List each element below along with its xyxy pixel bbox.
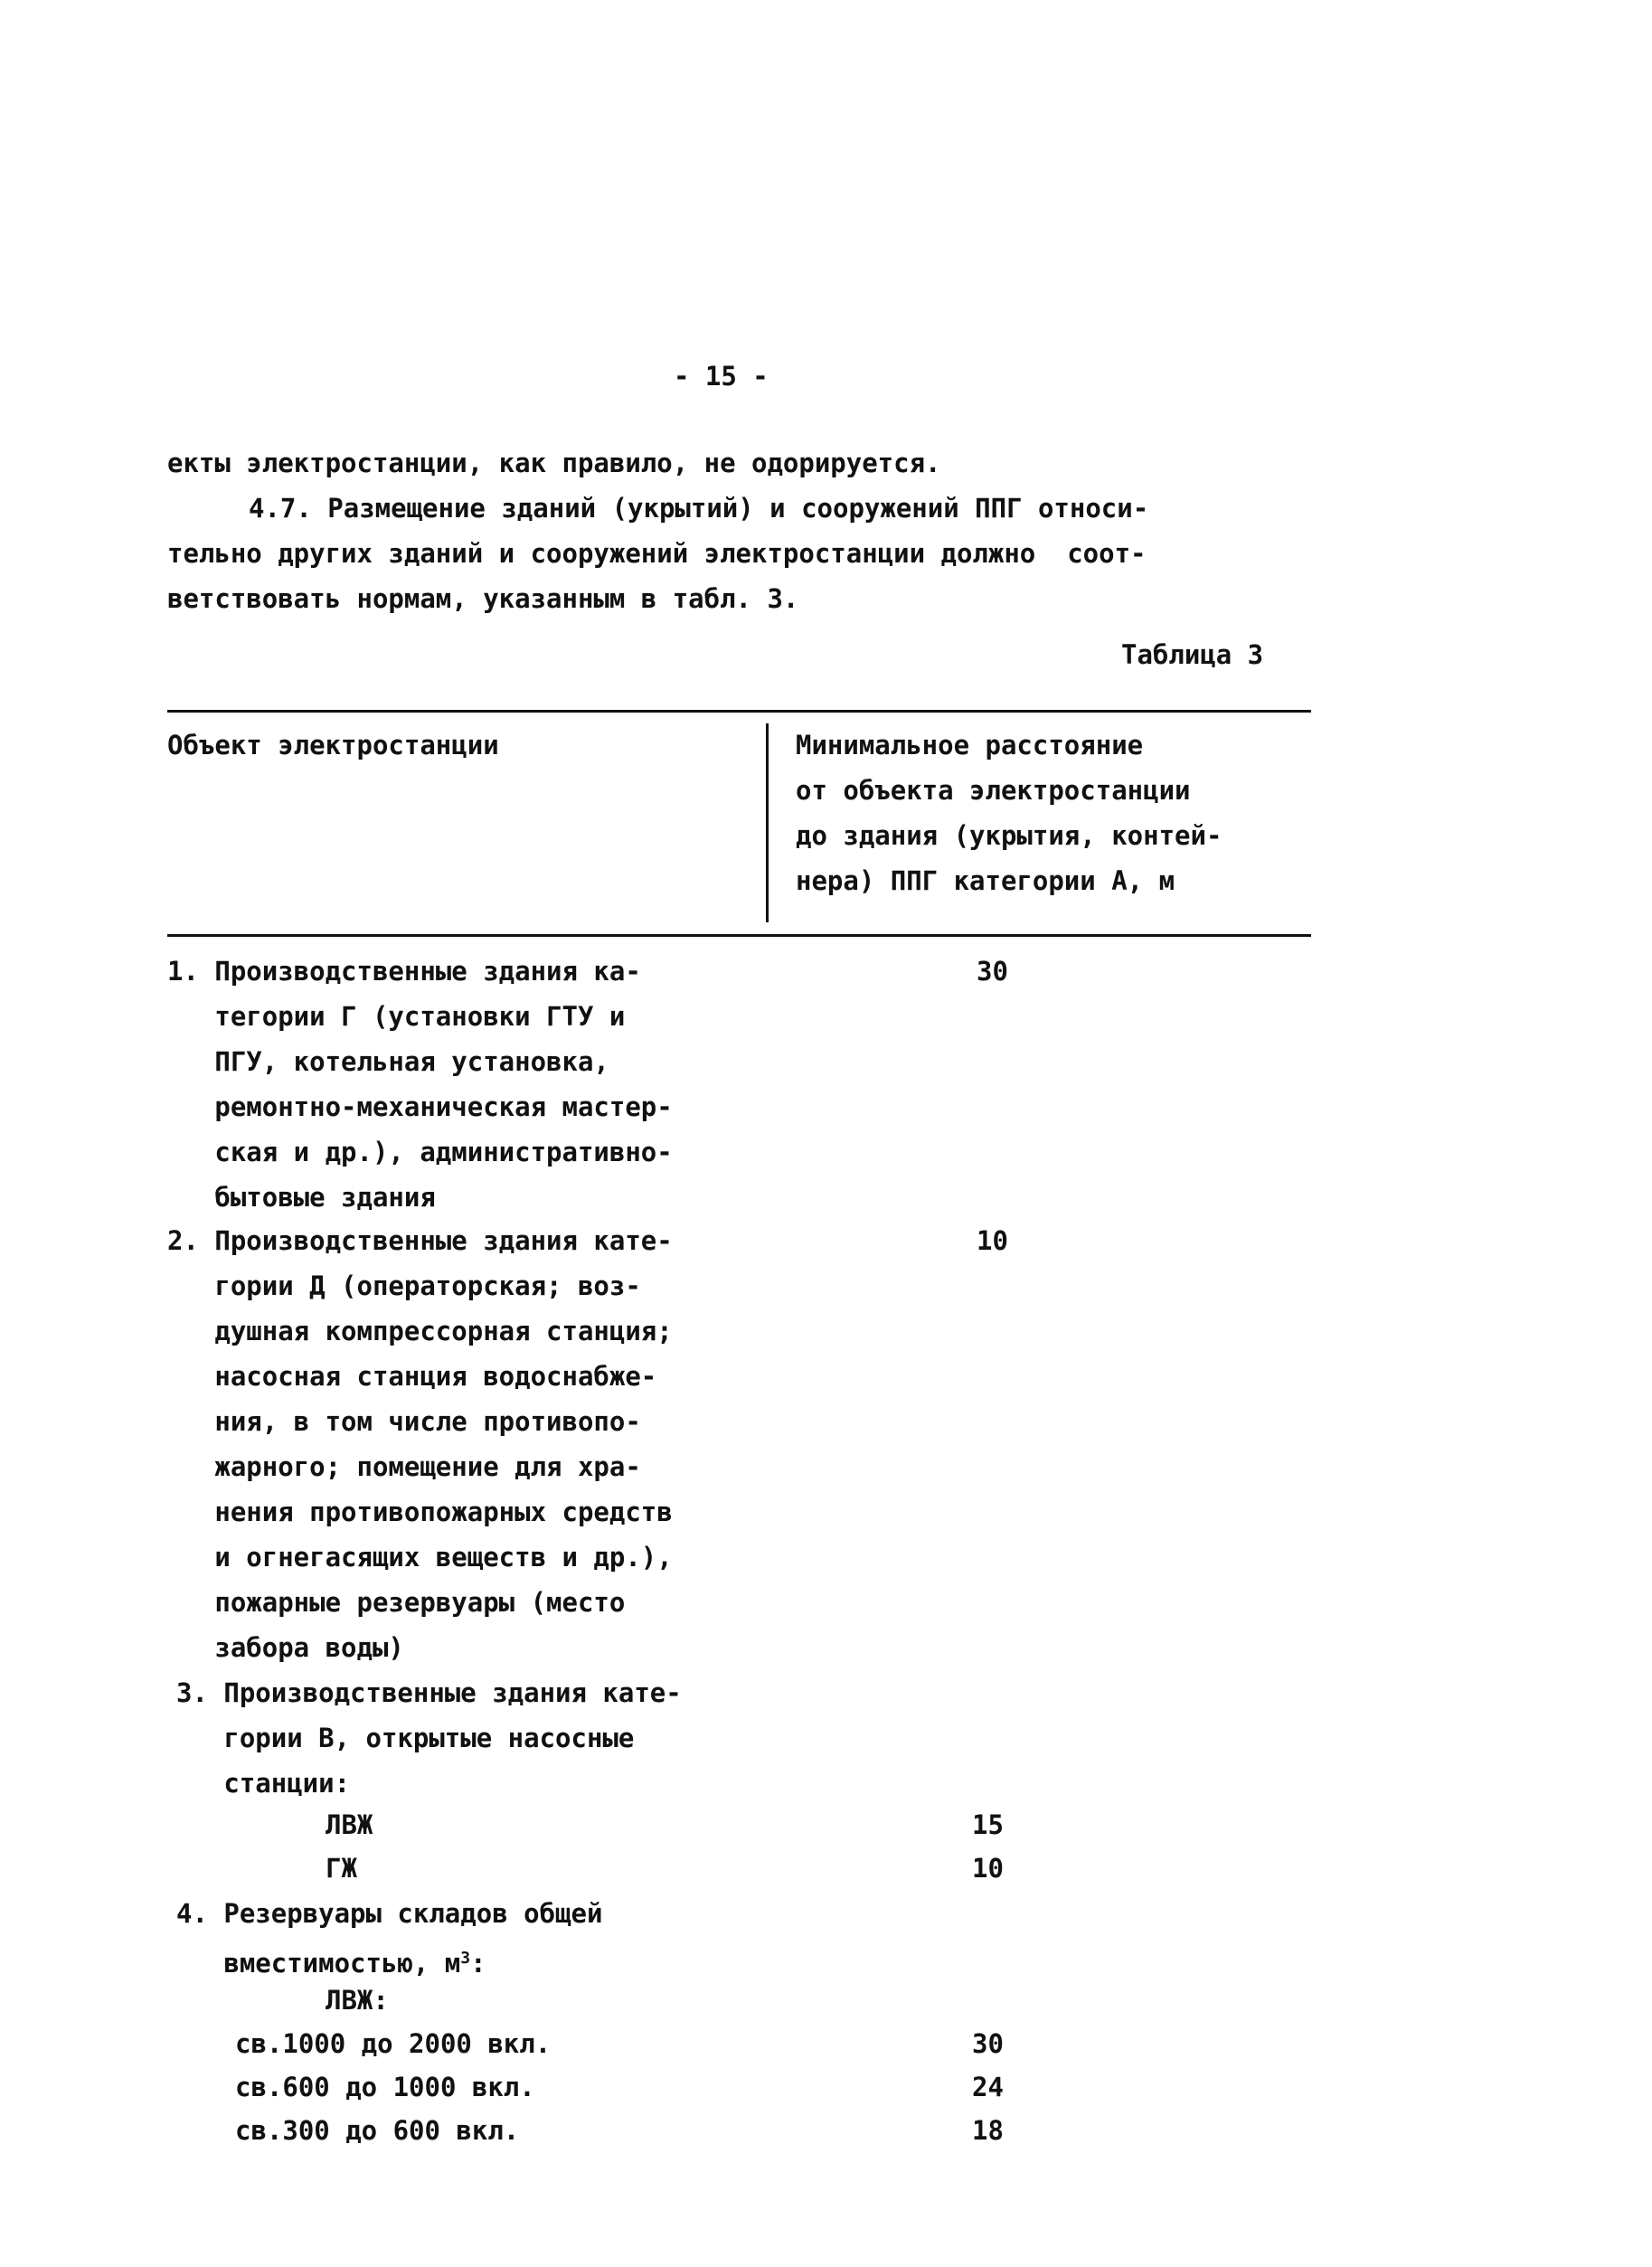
subrow-label: св.1000 до 2000 вкл.	[235, 2028, 552, 2059]
distance-value: 10	[972, 1853, 1004, 1884]
subrow-label: ЛВЖ	[326, 1809, 373, 1840]
row-text: гории Д (операторская; воз-	[167, 1270, 641, 1301]
col-header-distance: от объекта электростанции	[796, 775, 1191, 806]
intro-line: екты электростанции, как правило, не одорируется.	[167, 448, 941, 478]
paragraph-line: тельно других зданий и сооружений электростанции должно соот-	[167, 538, 1147, 569]
subrow-label: св.300 до 600 вкл.	[235, 2115, 520, 2146]
row-text: ПГУ, котельная установка,	[167, 1046, 609, 1077]
distance-value: 30	[972, 2028, 1004, 2059]
table-header-rule	[167, 934, 1311, 937]
col-header-distance: до здания (укрытия, контей-	[796, 820, 1222, 851]
row-text: душная компрессорная станция;	[167, 1316, 673, 1346]
row-text: гории В, открытые насосные	[176, 1723, 635, 1753]
row-text: ремонтно-механическая мастер-	[167, 1091, 673, 1122]
row-text: станции:	[176, 1768, 351, 1799]
row-text: 2. Производственные здания кате-	[167, 1225, 673, 1256]
unit-superscript: 3	[460, 1949, 471, 1968]
table-top-rule	[167, 710, 1311, 713]
subrow-heading: ЛВЖ:	[326, 1985, 389, 2016]
row-text: насосная станция водоснабже-	[167, 1361, 657, 1392]
row-text: ния, в том числе противопо-	[167, 1406, 641, 1437]
paragraph-line: 4.7. Размещение зданий (укрытий) и сооружений ППГ относи-	[249, 493, 1149, 524]
col-header-distance: нера) ППГ категории А, м	[796, 865, 1175, 896]
row-text: нения противопожарных средств	[167, 1497, 673, 1527]
row-text: пожарные резервуары (место	[167, 1587, 626, 1618]
row-text: тегории Г (установки ГТУ и	[167, 1001, 626, 1032]
unit-tail: :	[470, 1948, 486, 1979]
row-text: 4. Резервуары складов общей	[176, 1898, 603, 1929]
col-header-object: Объект электростанции	[167, 730, 499, 760]
col-header-distance: Минимальное расстояние	[796, 730, 1144, 760]
paragraph-line: ветствовать нормам, указанным в табл. 3.	[167, 583, 799, 614]
row-text-part: вместимостью, м	[176, 1948, 461, 1979]
distance-value: 24	[972, 2072, 1004, 2102]
distance-value: 18	[972, 2115, 1004, 2146]
distance-value: 30	[977, 956, 1008, 987]
table-caption: Таблица 3	[1121, 639, 1264, 670]
row-text: ская и др.), административно-	[167, 1137, 673, 1167]
distance-value: 10	[977, 1225, 1008, 1256]
row-text: жарного; помещение для хра-	[167, 1451, 641, 1482]
row-text: и огнегасящих веществ и др.),	[167, 1542, 673, 1573]
row-text: забора воды)	[167, 1632, 404, 1663]
subrow-label: ГЖ	[326, 1853, 357, 1884]
subrow-label: св.600 до 1000 вкл.	[235, 2072, 535, 2102]
row-text: 3. Производственные здания кате-	[176, 1677, 682, 1708]
row-text: 1. Производственные здания ка-	[167, 956, 641, 987]
distance-value: 15	[972, 1809, 1004, 1840]
row-text: бытовые здания	[167, 1182, 436, 1213]
page-number: - 15 -	[674, 361, 769, 392]
table-header-divider	[766, 723, 769, 922]
